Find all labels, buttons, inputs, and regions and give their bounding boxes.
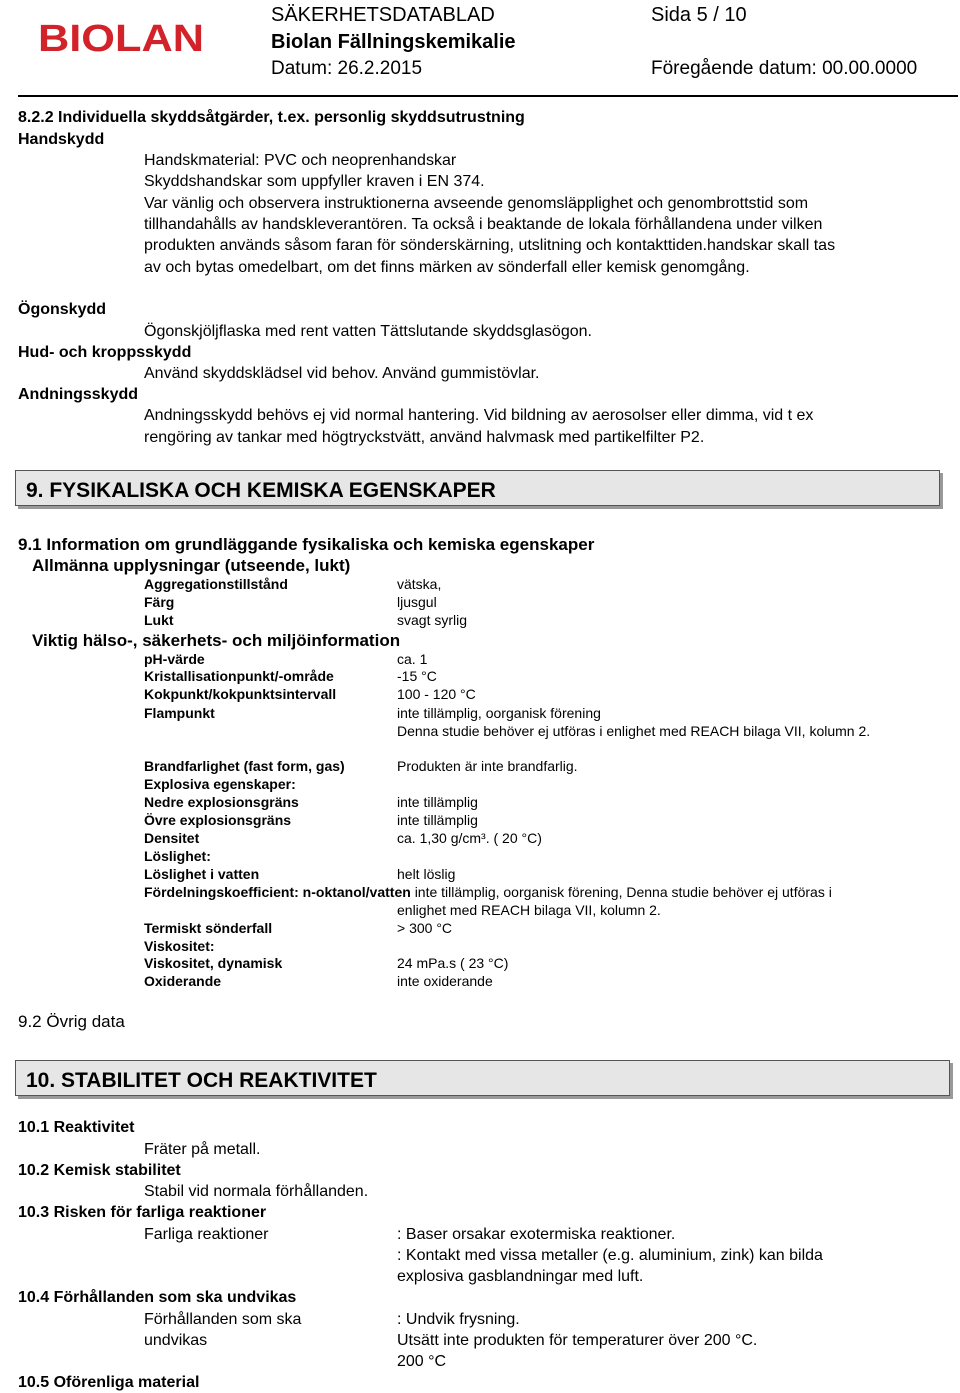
prop-value: -15 °C <box>397 668 437 684</box>
prop-value: inte oxiderande <box>397 973 493 989</box>
respiratory-line: rengöring av tankar med högtryckstvätt, använd halvmask med partikelfilter P2. <box>144 429 705 446</box>
hand-line: Handskmaterial: PVC och neoprenhandskar <box>144 152 457 169</box>
respiratory-line: Andningsskydd behövs ej vid normal hantering. Vid bildning av aerosolser eller dimma, vid t ex <box>144 407 814 424</box>
prop-label: Nedre explosionsgräns <box>144 794 299 810</box>
hand-line: produkten används såsom faran för sönderskärning, utslitning och kontakttiden.handskar skall tas <box>144 237 836 254</box>
section-10-title: 10. STABILITET OCH REAKTIVITET <box>26 1069 377 1092</box>
prop-value: Produkten är inte brandfarlig. <box>397 758 578 774</box>
hazardous-reaction-value: : Baser orsakar exotermiska reaktioner. <box>397 1226 676 1243</box>
logo-text: BIOLAN <box>38 18 205 58</box>
prop-value: inte tillämplig <box>397 794 478 810</box>
section-10-4-heading: 10.4 Förhållanden som ska undvikas <box>18 1289 297 1306</box>
eye-protection-label: Ögonskydd <box>18 301 107 318</box>
prop-label: pH-värde <box>144 651 205 667</box>
prop-value: helt löslig <box>397 866 456 882</box>
conditions-value: Utsätt inte produkten för temperaturer över 200 °C. <box>397 1332 758 1349</box>
prop-value: inte tillämplig, oorganisk förening, Denna studie behöver ej utföras i <box>414 884 832 900</box>
prop-value: inte tillämplig <box>397 812 478 828</box>
prop-label: Termiskt sönderfall <box>144 920 273 936</box>
conditions-value: 200 °C <box>397 1353 447 1370</box>
prop-label: Viskositet, dynamisk <box>144 955 283 971</box>
prop-value: ca. 1,30 g/cm³. ( 20 °C) <box>397 830 542 846</box>
prop-label: Kokpunkt/kokpunktsintervall <box>144 686 337 702</box>
prop-label: Brandfarlighet (fast form, gas) <box>144 758 345 774</box>
document-date: Datum: 26.2.2015 <box>271 58 423 79</box>
prop-label: Kristallisationpunkt/-område <box>144 668 334 684</box>
conditions-label: undvikas <box>144 1332 208 1349</box>
section-10-2-heading: 10.2 Kemisk stabilitet <box>18 1162 181 1179</box>
prop-value: inte tillämplig, oorganisk förening <box>397 705 601 721</box>
section-10-banner <box>15 1060 950 1096</box>
hazardous-reaction-value: explosiva gasblandningar med luft. <box>397 1268 644 1285</box>
hand-line: Var vänlig och observera instruktionerna avseende genomsläpplighet och genombrottstid som <box>144 195 809 212</box>
partition-row <box>144 883 832 901</box>
hand-line: Skyddshandskar som uppfyller kraven i EN 374. <box>144 173 485 190</box>
prop-label: Löslighet i vatten <box>144 866 260 882</box>
section-9-1-heading: 9.1 Information om grundläggande fysikaliska och kemiska egenskaper <box>18 535 595 554</box>
section-9-title: 9. FYSIKALISKA OCH KEMISKA EGENSKAPER <box>26 479 496 502</box>
prop-label: Densitet <box>144 830 200 846</box>
section-9-banner <box>15 470 940 506</box>
prop-value: vätska, <box>397 576 442 592</box>
reactivity-text: Fräter på metall. <box>144 1141 261 1158</box>
prop-value: svagt syrlig <box>397 612 468 628</box>
hand-protection-label: Handskydd <box>18 131 105 148</box>
eye-protection-text: Ögonskjöljflaska med rent vatten Tättslutande skyddsglasögon. <box>144 323 592 340</box>
previous-date: Föregående datum: 00.00.0000 <box>651 58 918 79</box>
prop-label: Fördelningskoefficient: n-oktanol/vatten <box>144 884 411 900</box>
conditions-value: : Undvik frysning. <box>397 1311 520 1328</box>
prop-value: ca. 1 <box>397 651 428 667</box>
stability-text: Stabil vid normala förhållanden. <box>144 1183 369 1200</box>
reach-note: Denna studie behöver ej utföras i enlighet med REACH bilaga VII, kolumn 2. <box>397 723 871 739</box>
prop-label: Övre explosionsgräns <box>144 812 292 828</box>
prop-label: Flampunkt <box>144 705 215 721</box>
prop-label: Aggregationstillstånd <box>144 576 288 592</box>
product-name: Biolan Fällningskemikalie <box>271 31 516 53</box>
body-protection-label: Hud- och kroppsskydd <box>18 344 192 361</box>
prop-label: Viskositet: <box>144 938 215 954</box>
body-protection-text: Använd skyddsklädsel vid behov. Använd gummistövlar. <box>144 365 540 382</box>
general-info-heading: Allmänna upplysningar (utseende, lukt) <box>32 556 351 575</box>
hazardous-reactions-label: Farliga reaktioner <box>144 1226 269 1243</box>
hand-line: av och bytas omedelbart, om det finns märken av sönderfall eller kemisk genomgång. <box>144 259 750 276</box>
page-number: Sida 5 / 10 <box>651 4 747 26</box>
prop-value: enlighet med REACH bilaga VII, kolumn 2. <box>397 902 661 918</box>
prop-value: 100 - 120 °C <box>397 686 476 702</box>
hand-line: tillhandahålls av handskleverantören. Ta också i beaktande de lokala förhållandena under vilken <box>144 216 823 233</box>
header-divider <box>18 95 958 97</box>
prop-value: 24 mPa.s ( 23 °C) <box>397 955 509 971</box>
prop-label: Oxiderande <box>144 973 222 989</box>
prop-value: > 300 °C <box>397 920 453 936</box>
biolan-logo <box>38 18 206 58</box>
prop-label: Explosiva egenskaper: <box>144 776 296 792</box>
section-10-3-heading: 10.3 Risken för farliga reaktioner <box>18 1204 267 1221</box>
section-8-2-2-heading: 8.2.2 Individuella skyddsåtgärder, t.ex. personlig skyddsutrustning <box>18 109 525 126</box>
respiratory-protection-label: Andningsskydd <box>18 386 139 403</box>
prop-label: Lukt <box>144 612 174 628</box>
section-10-5-heading: 10.5 Oförenliga material <box>18 1374 200 1391</box>
conditions-label: Förhållanden som ska <box>144 1311 302 1328</box>
document-type: SÄKERHETSDATABLAD <box>271 4 495 26</box>
prop-label: Löslighet: <box>144 848 211 864</box>
section-9-2-heading: 9.2 Övrig data <box>18 1012 125 1031</box>
prop-label: Färg <box>144 594 175 610</box>
prop-value: ljusgul <box>397 594 437 610</box>
health-info-heading: Viktig hälso-, säkerhets- och miljöinformation <box>32 631 401 650</box>
hazardous-reaction-value: : Kontakt med vissa metaller (e.g. aluminium, zink) kan bilda <box>397 1247 823 1264</box>
section-10-1-heading: 10.1 Reaktivitet <box>18 1119 135 1136</box>
